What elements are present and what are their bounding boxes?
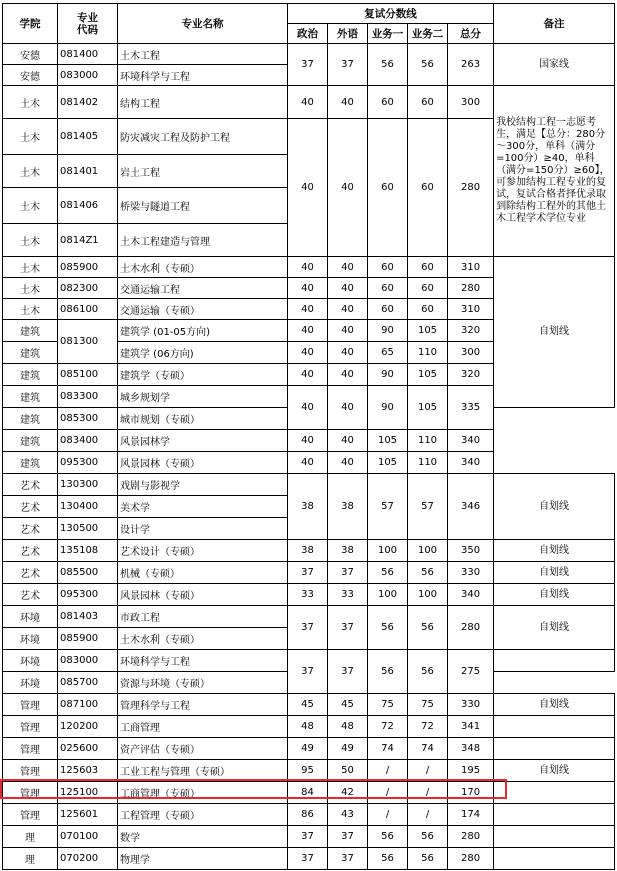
total-score: 280: [448, 278, 494, 299]
subject2-score: 75: [408, 694, 448, 716]
total-score: 340: [448, 430, 494, 452]
subject2-score: 110: [408, 430, 448, 452]
college-cell: 艺术: [3, 474, 58, 496]
subject1-score: 100: [368, 584, 408, 606]
major-name-cell: 物理学: [118, 848, 288, 870]
table-row: [3, 584, 615, 606]
major-name-cell: 土木工程: [118, 44, 288, 65]
college-cell: 管理: [3, 738, 58, 760]
subject1-score: 56: [368, 826, 408, 848]
total-score: 320: [448, 364, 494, 386]
code-cell: 095300: [58, 452, 118, 474]
remark-cell: 国家线: [494, 44, 615, 86]
remark-cell: 自划线: [494, 694, 615, 716]
major-name-cell: 美术学: [118, 496, 288, 518]
foreign-score: 37: [328, 562, 368, 584]
total-score: 280: [448, 848, 494, 870]
politics-score: 33: [288, 584, 328, 606]
major-name-cell: 土木工程建造与管理: [118, 224, 288, 257]
major-name-cell: 工商管理: [118, 716, 288, 738]
total-score: 280: [448, 826, 494, 848]
major-name-cell: 设计学: [118, 518, 288, 540]
subject2-score: 57: [408, 474, 448, 540]
subject2-score: 60: [408, 278, 448, 299]
table-row: [3, 540, 615, 562]
major-name-cell: 风景园林学: [118, 430, 288, 452]
politics-score: 40: [288, 278, 328, 299]
subject1-score: 57: [368, 474, 408, 540]
total-score: 280: [448, 119, 494, 257]
subject2-score: 60: [408, 299, 448, 320]
subject1-score: 60: [368, 299, 408, 320]
remark-cell-empty: [494, 738, 615, 760]
total-score: 300: [448, 86, 494, 119]
major-name-cell: 艺术设计（专硕）: [118, 540, 288, 562]
header-code: 专业 代码: [58, 4, 118, 44]
politics-score: 40: [288, 320, 328, 342]
subject1-score: 56: [368, 606, 408, 650]
code-cell: 120200: [58, 716, 118, 738]
subject2-score: 60: [408, 257, 448, 278]
table-row: [3, 650, 615, 672]
remark-cell-empty: [494, 804, 615, 826]
header-subject1: 业务一: [368, 24, 408, 44]
college-cell: 土木: [3, 119, 58, 155]
major-name-cell: 土木水利（专硕）: [118, 628, 288, 650]
foreign-score: 48: [328, 716, 368, 738]
code-cell: 081406: [58, 188, 118, 224]
table-body: [3, 44, 615, 870]
major-name-cell: 交通运输（专硕）: [118, 299, 288, 320]
subject2-score: 56: [408, 650, 448, 694]
major-name-cell: 城乡规划学: [118, 386, 288, 408]
politics-score: 37: [288, 44, 328, 86]
college-cell: 艺术: [3, 584, 58, 606]
politics-score: 48: [288, 716, 328, 738]
subject2-score: 110: [408, 452, 448, 474]
total-score: 346: [448, 474, 494, 540]
college-cell: 安德: [3, 65, 58, 86]
total-score: 310: [448, 257, 494, 278]
college-cell: 管理: [3, 716, 58, 738]
total-score: 280: [448, 606, 494, 650]
college-cell: 建筑: [3, 320, 58, 342]
college-cell: 环境: [3, 650, 58, 672]
college-cell: 建筑: [3, 430, 58, 452]
major-name-cell: 岩土工程: [118, 155, 288, 188]
major-name-cell: 资源与环境（专硕）: [118, 672, 288, 694]
college-cell: 艺术: [3, 562, 58, 584]
major-name-cell: 管理科学与工程: [118, 694, 288, 716]
major-name-cell: 建筑学（专硕）: [118, 364, 288, 386]
major-name-cell: 环境科学与工程: [118, 65, 288, 86]
subject1-score: 100: [368, 540, 408, 562]
subject1-score: 56: [368, 44, 408, 86]
table-row: [3, 760, 615, 782]
subject2-score: 56: [408, 826, 448, 848]
college-cell: 艺术: [3, 518, 58, 540]
table-row: [3, 716, 615, 738]
subject1-score: 75: [368, 694, 408, 716]
college-cell: 建筑: [3, 342, 58, 364]
subject2-score: 56: [408, 848, 448, 870]
table-row: [3, 738, 615, 760]
foreign-score: 40: [328, 452, 368, 474]
code-cell: 086100: [58, 299, 118, 320]
major-name-cell: 工程管理（专硕）: [118, 804, 288, 826]
major-name-cell: 城市规划（专硕）: [118, 408, 288, 430]
college-cell: 管理: [3, 760, 58, 782]
code-cell: 081401: [58, 155, 118, 188]
foreign-score: 37: [328, 606, 368, 650]
politics-score: 95: [288, 760, 328, 782]
major-name-cell: 建筑学 (01-05方向): [118, 320, 288, 342]
college-cell: 环境: [3, 672, 58, 694]
code-cell: 081405: [58, 119, 118, 155]
foreign-score: 37: [328, 848, 368, 870]
major-name-cell: 工业工程与管理（专硕）: [118, 760, 288, 782]
remark-cell: 我校结构工程一志愿考生，满足【总分：280分～300分，单科（满分=100分）≥40，单科（满分=150分）≥60】，可参加结构工程专业的复试，复试合格者择优录取到除结构工程外的其他土木工程学术学位专业: [494, 86, 615, 257]
total-score: 330: [448, 694, 494, 716]
major-name-cell: 风景园林（专硕）: [118, 584, 288, 606]
remark-cell: 自划线: [494, 760, 615, 782]
table-row: [3, 430, 615, 452]
header-total: 总分: [448, 24, 494, 44]
subject2-score: 60: [408, 119, 448, 257]
politics-score: 40: [288, 364, 328, 386]
total-score: 263: [448, 44, 494, 86]
subject2-score: /: [408, 782, 448, 804]
code-cell: 130400: [58, 496, 118, 518]
remark-cell: 自划线: [494, 257, 615, 408]
foreign-score: 37: [328, 44, 368, 86]
table-row: [3, 474, 615, 496]
foreign-score: 43: [328, 804, 368, 826]
subject1-score: 60: [368, 86, 408, 119]
subject1-score: /: [368, 782, 408, 804]
foreign-score: 40: [328, 364, 368, 386]
major-name-cell: 结构工程: [118, 86, 288, 119]
foreign-score: 40: [328, 320, 368, 342]
politics-score: 40: [288, 299, 328, 320]
college-cell: 土木: [3, 86, 58, 119]
total-score: 330: [448, 562, 494, 584]
subject1-score: 56: [368, 848, 408, 870]
foreign-score: 40: [328, 86, 368, 119]
major-name-cell: 数学: [118, 826, 288, 848]
major-name-cell: 建筑学 (06方向): [118, 342, 288, 364]
code-cell: 081402: [58, 86, 118, 119]
score-table: [2, 3, 615, 870]
foreign-score: 49: [328, 738, 368, 760]
code-cell: 083400: [58, 430, 118, 452]
subject1-score: 74: [368, 738, 408, 760]
politics-score: 37: [288, 650, 328, 694]
code-cell: 125603: [58, 760, 118, 782]
subject1-score: 90: [368, 386, 408, 430]
header-remark: 备注: [494, 4, 615, 44]
code-cell: 070100: [58, 826, 118, 848]
college-cell: 环境: [3, 606, 58, 628]
total-score: 310: [448, 299, 494, 320]
major-name-cell: 土木水利（专硕）: [118, 257, 288, 278]
table-row: [3, 606, 615, 628]
code-cell: 095300: [58, 584, 118, 606]
table-row: [3, 257, 615, 278]
subject2-score: 105: [408, 386, 448, 430]
foreign-score: 37: [328, 826, 368, 848]
major-name-cell: 市政工程: [118, 606, 288, 628]
subject2-score: 56: [408, 606, 448, 650]
code-cell: 087100: [58, 694, 118, 716]
code-cell: 082300: [58, 278, 118, 299]
major-name-cell: 戏剧与影视学: [118, 474, 288, 496]
code-cell: 025600: [58, 738, 118, 760]
subject1-score: 56: [368, 562, 408, 584]
college-cell: 艺术: [3, 540, 58, 562]
code-cell: 0814Z1: [58, 224, 118, 257]
table-row: [3, 452, 615, 474]
code-cell: 081403: [58, 606, 118, 628]
college-cell: 理: [3, 826, 58, 848]
politics-score: 40: [288, 342, 328, 364]
subject2-score: 56: [408, 44, 448, 86]
politics-score: 40: [288, 386, 328, 430]
code-cell: 085500: [58, 562, 118, 584]
code-cell: 083000: [58, 65, 118, 86]
code-cell: 125601: [58, 804, 118, 826]
politics-score: 37: [288, 848, 328, 870]
politics-score: 37: [288, 606, 328, 650]
foreign-score: 37: [328, 650, 368, 694]
total-score: 350: [448, 540, 494, 562]
politics-score: 40: [288, 119, 328, 257]
total-score: 341: [448, 716, 494, 738]
total-score: 195: [448, 760, 494, 782]
college-cell: 环境: [3, 628, 58, 650]
total-score: 300: [448, 342, 494, 364]
politics-score: 86: [288, 804, 328, 826]
code-cell: 130500: [58, 518, 118, 540]
table-row: [3, 562, 615, 584]
foreign-score: 38: [328, 540, 368, 562]
header-college: 学院: [3, 4, 58, 44]
college-cell: 土木: [3, 299, 58, 320]
remark-cell-empty: [494, 826, 615, 848]
code-cell: 083300: [58, 386, 118, 408]
major-name-cell: 防灾减灾工程及防护工程: [118, 119, 288, 155]
college-cell: 安德: [3, 44, 58, 65]
major-name-cell: 桥梁与隧道工程: [118, 188, 288, 224]
code-cell: 083000: [58, 650, 118, 672]
politics-score: 40: [288, 257, 328, 278]
college-cell: 建筑: [3, 408, 58, 430]
college-cell: 建筑: [3, 364, 58, 386]
subject2-score: 100: [408, 540, 448, 562]
total-score: 174: [448, 804, 494, 826]
politics-score: 37: [288, 826, 328, 848]
subject2-score: 60: [408, 86, 448, 119]
subject2-score: 110: [408, 342, 448, 364]
code-cell: 085900: [58, 257, 118, 278]
subject2-score: 105: [408, 364, 448, 386]
college-cell: 艺术: [3, 496, 58, 518]
code-cell: 081400: [58, 44, 118, 65]
college-cell: 土木: [3, 278, 58, 299]
remark-cell-empty: [494, 716, 615, 738]
subject2-score: /: [408, 760, 448, 782]
politics-score: 40: [288, 86, 328, 119]
subject1-score: 56: [368, 650, 408, 694]
total-score: 320: [448, 320, 494, 342]
politics-score: 38: [288, 540, 328, 562]
total-score: 340: [448, 452, 494, 474]
total-score: 170: [448, 782, 494, 804]
code-cell: 085700: [58, 672, 118, 694]
code-cell: 130300: [58, 474, 118, 496]
college-cell: 土木: [3, 257, 58, 278]
total-score: 275: [448, 650, 494, 694]
subject1-score: 65: [368, 342, 408, 364]
foreign-score: 38: [328, 474, 368, 540]
subject1-score: 60: [368, 278, 408, 299]
major-name-cell: 环境科学与工程: [118, 650, 288, 672]
header-retest-line: 复试分数线: [288, 4, 494, 24]
subject1-score: 60: [368, 257, 408, 278]
college-cell: 土木: [3, 224, 58, 257]
foreign-score: 40: [328, 119, 368, 257]
foreign-score: 40: [328, 257, 368, 278]
college-cell: 土木: [3, 155, 58, 188]
code-cell: 085300: [58, 408, 118, 430]
college-cell: 建筑: [3, 386, 58, 408]
politics-score: 37: [288, 562, 328, 584]
remark-cell-empty: [494, 848, 615, 870]
foreign-score: 42: [328, 782, 368, 804]
code-cell: 085100: [58, 364, 118, 386]
subject1-score: 60: [368, 119, 408, 257]
subject1-score: 105: [368, 452, 408, 474]
foreign-score: 33: [328, 584, 368, 606]
major-name-cell: 资产评估（专硕）: [118, 738, 288, 760]
subject2-score: 72: [408, 716, 448, 738]
subject2-score: 100: [408, 584, 448, 606]
subject2-score: /: [408, 804, 448, 826]
table-row: [3, 826, 615, 848]
total-score: 348: [448, 738, 494, 760]
subject1-score: 90: [368, 320, 408, 342]
header-foreign: 外语: [328, 24, 368, 44]
subject1-score: 72: [368, 716, 408, 738]
subject2-score: 56: [408, 562, 448, 584]
college-cell: 管理: [3, 804, 58, 826]
table-row: [3, 848, 615, 870]
code-cell: 135108: [58, 540, 118, 562]
header-politics: 政治: [288, 24, 328, 44]
subject1-score: /: [368, 804, 408, 826]
remark-cell: 自划线: [494, 540, 615, 562]
politics-score: 84: [288, 782, 328, 804]
major-name-cell: 风景园林（专硕）: [118, 452, 288, 474]
header-name: 专业名称: [118, 4, 288, 44]
table-row: [3, 694, 615, 716]
table-row: [3, 782, 615, 804]
foreign-score: 40: [328, 386, 368, 430]
remark-cell: 自划线: [494, 562, 615, 584]
table-row: [3, 86, 615, 119]
total-score: 340: [448, 584, 494, 606]
politics-score: 45: [288, 694, 328, 716]
foreign-score: 50: [328, 760, 368, 782]
subject2-score: 74: [408, 738, 448, 760]
college-cell: 管理: [3, 694, 58, 716]
remark-cell-empty: [494, 650, 615, 672]
header-subject2: 业务二: [408, 24, 448, 44]
college-cell: 土木: [3, 188, 58, 224]
code-cell: 125100: [58, 782, 118, 804]
college-cell: 理: [3, 848, 58, 870]
subject1-score: 90: [368, 364, 408, 386]
table-row: [3, 804, 615, 826]
code-cell: 085900: [58, 628, 118, 650]
politics-score: 40: [288, 430, 328, 452]
politics-score: 40: [288, 452, 328, 474]
table-row: [3, 44, 615, 65]
remark-cell: 自划线: [494, 474, 615, 540]
code-cell: 070200: [58, 848, 118, 870]
subject1-score: 105: [368, 430, 408, 452]
remark-cell: 自划线: [494, 606, 615, 650]
subject1-score: /: [368, 760, 408, 782]
foreign-score: 40: [328, 342, 368, 364]
college-cell: 建筑: [3, 452, 58, 474]
politics-score: 49: [288, 738, 328, 760]
total-score: 335: [448, 386, 494, 430]
major-name-cell: 交通运输工程: [118, 278, 288, 299]
foreign-score: 45: [328, 694, 368, 716]
foreign-score: 40: [328, 430, 368, 452]
college-cell: 管理: [3, 782, 58, 804]
code-cell: 081300: [58, 320, 118, 364]
foreign-score: 40: [328, 299, 368, 320]
politics-score: 38: [288, 474, 328, 540]
subject2-score: 105: [408, 320, 448, 342]
major-name-cell: 机械（专硕）: [118, 562, 288, 584]
major-name-cell: 工商管理（专硕）: [118, 782, 288, 804]
foreign-score: 40: [328, 278, 368, 299]
remark-cell: 自划线: [494, 584, 615, 606]
remark-cell-empty: [494, 782, 615, 804]
